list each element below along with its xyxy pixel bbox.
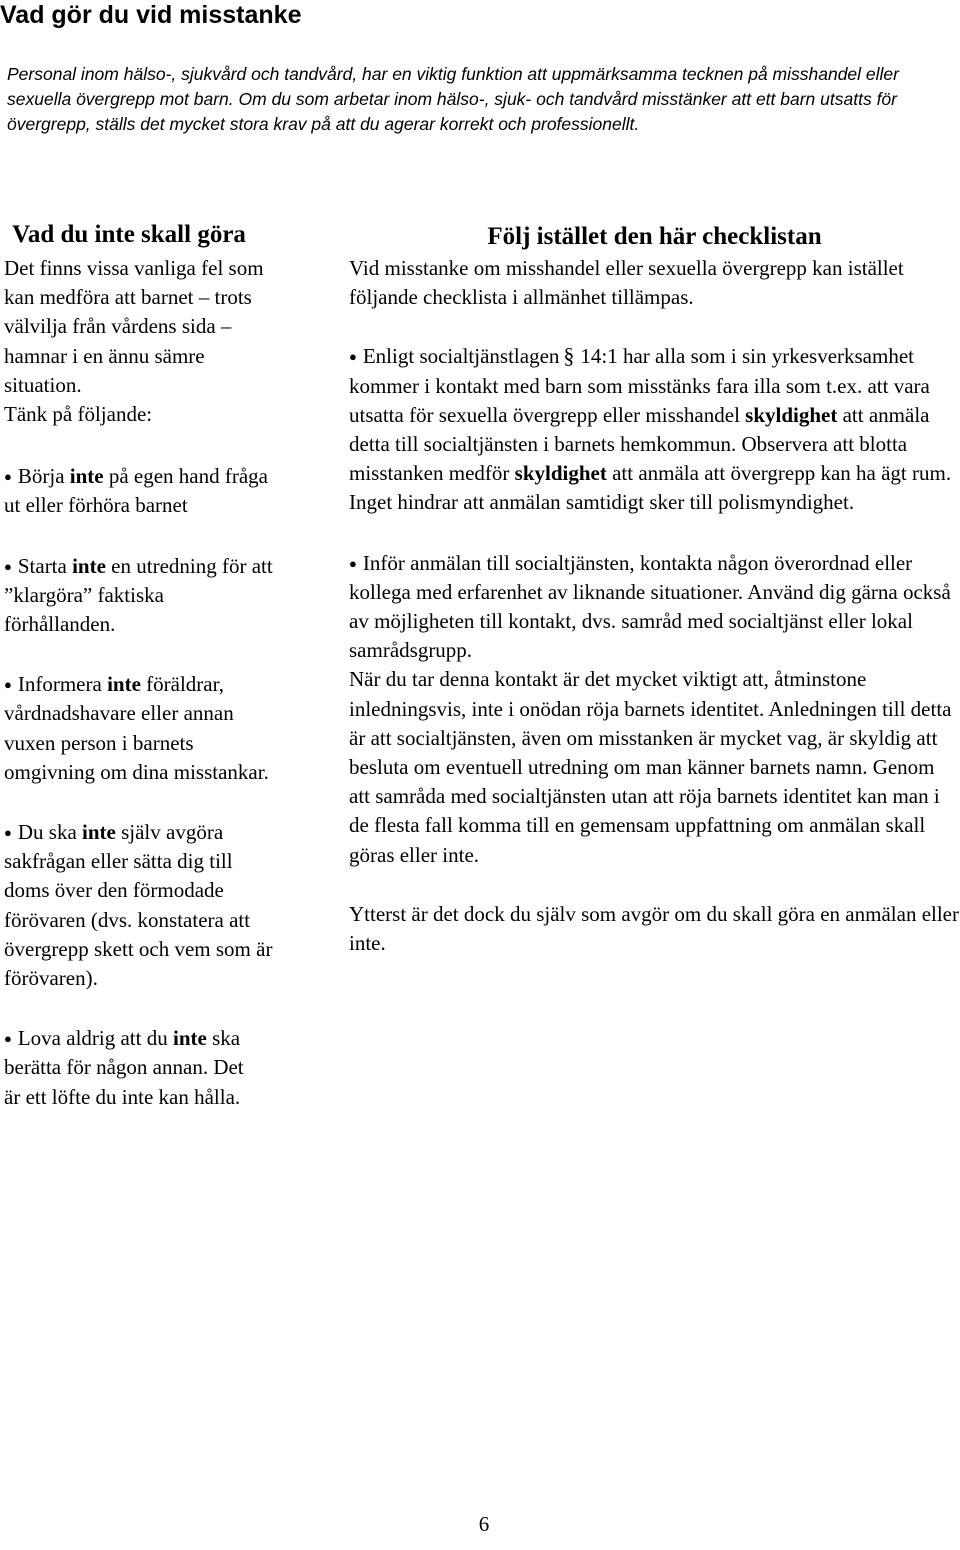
right-item-2-continuation: När du tar denna kontakt är det mycket viktigt att, åtminstone inledningsvis, inte i onödan röja barnets identitet. Anledningen till detta är att socialtjänsten, även om misstanken är mycket vag, är skyldig att besluta om eventuell utredning om man känner barnets namn. Genom att samråda med socialtjänsten utan att röja barnets identitet kan man i de flesta fall komma till en gemensam uppfattning om anmälan skall göras eller inte. — [349, 667, 952, 867]
page-title: Vad gör du vid misstanke — [0, 1, 302, 29]
right-closing: Ytterst är det dock du själv som avgör om du skall göra en anmälan eller inte. — [349, 901, 959, 956]
bullet-icon: ● — [4, 1031, 12, 1047]
right-lead: Vid misstanke om misshandel eller sexuella övergrepp kan istället följande checklista i allmänhet tillämpas. — [349, 256, 904, 310]
intro-paragraph: Personal inom hälso-, sjukvård och tandvård, har en viktig funktion att uppmärksamma tecknen på misshandel eller sexuella övergrepp mot barn. Om du som arbetar inom hälso-, sjuk- och tandvård misstänker att ett barn utsatts för övergrepp, ställs det mycket stora krav på att du agerar korrekt och professionellt. — [7, 64, 899, 134]
left-lead: Det finns vissa vanliga fel som kan medföra att barnet – trots välvilja från vårdens sida – hamnar i en ännu sämre situation. — [4, 256, 264, 397]
right-column — [349, 220, 960, 958]
bullet-icon: ● — [4, 825, 12, 841]
left-item-2: ● Starta inte en utredning för att ”klargöra” faktiska förhållanden. — [4, 553, 273, 637]
bullet-icon: ● — [349, 555, 357, 571]
right-heading: Följ istället den här checklistan — [487, 223, 822, 250]
left-column — [4, 218, 280, 1112]
left-item-1: ● Börja inte på egen hand fråga ut eller förhöra barnet — [4, 464, 269, 518]
bullet-icon: ● — [4, 677, 12, 693]
left-item-3: ● Informera inte föräldrar, vårdnadshavare eller annan vuxen person i barnets omgivning om dina misstankar. — [4, 672, 269, 784]
page-number: 6 — [478, 1512, 490, 1536]
bullet-icon: ● — [349, 349, 357, 365]
left-heading: Vad du inte skall göra — [12, 221, 246, 248]
bullet-icon: ● — [4, 469, 12, 485]
right-item-1: ● Enligt socialtjänstlagen § 14:1 har alla som i sin yrkesverksamhet kommer i kontakt med barn som misstänks fara illa som t.ex. att vara utsatta för sexuella övergrepp eller misshandel skyldighet att anmäla detta till socialtjänsten i barnets hemkommun. Observera att blotta misstanken medför skyldighet att anmäla att övergrepp kan ha ägt rum. Inget hindrar att anmälan samtidigt sker till polismyndighet. — [349, 343, 952, 515]
left-item-4: ● Du ska inte själv avgöra sakfrågan eller sätta dig till doms över den förmodade förövaren (dvs. konstatera att övergrepp skett och vem som är förövaren). — [4, 820, 273, 991]
left-item-5: ● Lova aldrig att du inte ska berätta för någon annan. Det är ett löfte du inte kan hålla. — [4, 1026, 244, 1109]
bullet-icon: ● — [4, 558, 12, 574]
right-item-2: ● Inför anmälan till socialtjänsten, kontakta någon överordnad eller kollega med erfarenhet av liknande situationer. Använd dig gärna också av möjligheten till kontakt, dvs. samråd med socialtjänst eller lokal samrådsgrupp. — [349, 550, 951, 663]
left-lead2: Tänk på följande: — [4, 402, 153, 427]
